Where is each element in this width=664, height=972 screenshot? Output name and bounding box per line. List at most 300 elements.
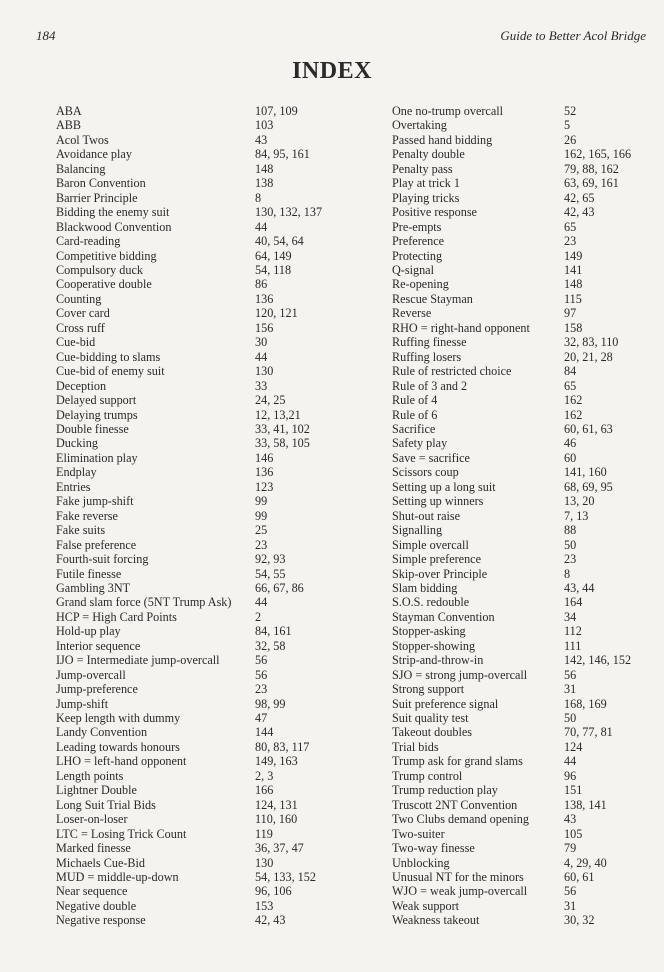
index-term: Stopper-asking: [392, 624, 466, 639]
index-entry: [392, 162, 647, 176]
index-pages: 13, 20: [564, 494, 595, 509]
index-pages: 162: [564, 407, 583, 422]
index-pages: 31: [564, 682, 577, 697]
index-term: Avoidance play: [56, 147, 132, 162]
index-entry: [56, 610, 386, 624]
index-entry: [56, 856, 386, 870]
index-entry: [392, 552, 647, 566]
index-pages: 168, 169: [564, 696, 607, 711]
index-pages: 2, 3: [255, 768, 274, 783]
index-entry: [392, 133, 647, 147]
index-pages: 136: [255, 465, 274, 480]
index-pages: 64, 149: [255, 248, 292, 263]
index-entry: [56, 653, 386, 667]
index-term: SJO = strong jump-overcall: [392, 667, 528, 682]
index-pages: 130, 132, 137: [255, 205, 323, 220]
index-pages: 24, 25: [255, 393, 286, 408]
index-pages: 111: [564, 638, 582, 653]
index-pages: 124, 131: [255, 797, 298, 812]
index-term: Penalty double: [392, 147, 465, 162]
index-term: Stayman Convention: [392, 609, 495, 624]
index-pages: 60, 61, 63: [564, 421, 613, 436]
index-term: Save = sacrifice: [392, 450, 470, 465]
index-pages: 138, 141: [564, 797, 607, 812]
index-pages: 99: [255, 508, 268, 523]
index-pages: 158: [564, 320, 583, 335]
index-term: Skip-over Principle: [392, 566, 488, 581]
index-entry: [56, 277, 386, 291]
index-term: Takeout doubles: [392, 725, 473, 740]
index-entry: [56, 595, 386, 609]
index-entry: [56, 538, 386, 552]
index-pages: 103: [255, 118, 274, 133]
index-pages: 110, 160: [255, 812, 298, 827]
index-pages: 148: [255, 161, 274, 176]
index-term: Weak support: [392, 898, 460, 913]
index-term: Length points: [56, 768, 124, 783]
index-pages: 138: [255, 176, 274, 191]
index-entry: [56, 465, 386, 479]
index-pages: 141, 160: [564, 465, 607, 480]
index-term: Keep length with dummy: [56, 711, 181, 726]
index-pages: 96, 106: [255, 884, 292, 899]
index-pages: 30, 32: [564, 913, 595, 928]
index-entry: [392, 249, 647, 263]
index-term: Two-suiter: [392, 826, 445, 841]
index-term: Lightner Double: [56, 783, 137, 798]
index-pages: 162, 165, 166: [564, 147, 632, 162]
index-entry: [392, 306, 647, 320]
index-term: Strong support: [392, 682, 465, 697]
index-term: Sacrifice: [392, 421, 436, 436]
index-term: HCP = High Card Points: [56, 609, 177, 624]
index-entry: [56, 509, 386, 523]
index-pages: 124: [564, 739, 583, 754]
index-entry: [392, 913, 647, 927]
index-entry: [392, 335, 647, 349]
index-entry: [392, 769, 647, 783]
index-entry: [56, 567, 386, 581]
index-entry: [392, 841, 647, 855]
index-pages: 46: [564, 436, 577, 451]
index-pages: 54, 133, 152: [255, 870, 316, 885]
index-pages: 112: [564, 624, 582, 639]
index-entry: [392, 147, 647, 161]
index-entry: [392, 697, 647, 711]
index-entry: [392, 581, 647, 595]
index-entry: [56, 552, 386, 566]
index-entry: [56, 162, 386, 176]
index-pages: 44: [564, 754, 577, 769]
index-entry: [392, 277, 647, 291]
index-pages: 52: [564, 104, 577, 118]
index-term: Michaels Cue-Bid: [56, 855, 146, 870]
index-entry: [392, 856, 647, 870]
index-term: Ducking: [56, 436, 98, 451]
index-pages: 96: [564, 768, 577, 783]
index-entry: [56, 725, 386, 739]
index-entry: [392, 798, 647, 812]
index-pages: 65: [564, 378, 577, 393]
index-entry: [392, 567, 647, 581]
index-pages: 31: [564, 898, 577, 913]
index-pages: 144: [255, 725, 274, 740]
index-entry: [56, 133, 386, 147]
index-term: Signalling: [392, 523, 443, 538]
index-term: Acol Twos: [56, 132, 109, 147]
index-term: Reverse: [392, 306, 432, 321]
index-term: MUD = middle-up-down: [56, 870, 179, 885]
index-pages: 130: [255, 364, 274, 379]
index-term: Cue-bidding to slams: [56, 349, 161, 364]
index-pages: 98, 99: [255, 696, 286, 711]
index-term: Suit preference signal: [392, 696, 499, 711]
index-term: Delaying trumps: [56, 407, 138, 422]
index-entry: [56, 668, 386, 682]
index-term: Rule of 4: [392, 393, 438, 408]
index-entry: [392, 725, 647, 739]
index-term: Playing tricks: [392, 190, 460, 205]
index-term: Fake jump-shift: [56, 494, 134, 509]
index-pages: 84, 161: [255, 624, 292, 639]
index-term: Setting up a long suit: [392, 479, 496, 494]
index-entry: [392, 624, 647, 638]
index-entry: [392, 899, 647, 913]
index-pages: 142, 146, 152: [564, 653, 632, 668]
index-entry: [392, 408, 647, 422]
index-entry: [56, 899, 386, 913]
index-entry: [56, 234, 386, 248]
index-pages: 44: [255, 595, 268, 610]
index-pages: 42, 43: [255, 913, 286, 928]
index-term: Shut-out raise: [392, 508, 461, 523]
index-term: Leading towards honours: [56, 739, 180, 754]
index-pages: 20, 21, 28: [564, 349, 613, 364]
index-term: Re-opening: [392, 277, 449, 292]
index-term: Passed hand bidding: [392, 132, 493, 147]
index-term: IJO = Intermediate jump-overcall: [56, 653, 220, 668]
index-pages: 26: [564, 132, 577, 147]
index-entry: [56, 827, 386, 841]
index-term: Deception: [56, 378, 107, 393]
index-entry: [56, 682, 386, 696]
index-term: WJO = weak jump-overcall: [392, 884, 528, 899]
index-term: Jump-overcall: [56, 667, 126, 682]
index-term: Trial bids: [392, 739, 439, 754]
index-entry: [392, 538, 647, 552]
index-pages: 56: [255, 667, 268, 682]
index-entry: [392, 379, 647, 393]
index-entry: [392, 754, 647, 768]
index-entry: [392, 436, 647, 450]
index-entry: [56, 422, 386, 436]
index-entry: [392, 812, 647, 826]
index-term: Play at trick 1: [392, 176, 461, 191]
index-pages: 86: [255, 277, 268, 292]
index-pages: 30: [255, 335, 268, 350]
index-entry: [392, 595, 647, 609]
index-term: Ruffing finesse: [392, 335, 467, 350]
index-pages: 2: [255, 609, 262, 624]
index-entry: [56, 711, 386, 725]
index-pages: 68, 69, 95: [564, 479, 613, 494]
index-term: Negative double: [56, 898, 137, 913]
index-term: Strip-and-throw-in: [392, 653, 484, 668]
index-entry: [392, 639, 647, 653]
index-term: Competitive bidding: [56, 248, 157, 263]
index-pages: 5: [564, 118, 571, 133]
index-pages: 54, 55: [255, 566, 286, 581]
index-entry: [392, 118, 647, 132]
index-term: Fake suits: [56, 523, 106, 538]
index-term: Positive response: [392, 205, 477, 220]
index-entry: [56, 335, 386, 349]
index-term: Jump-shift: [56, 696, 109, 711]
index-pages: 25: [255, 523, 268, 538]
index-term: False preference: [56, 537, 137, 552]
index-term: Counting: [56, 291, 102, 306]
index-term: Rule of 6: [392, 407, 438, 422]
index-pages: 136: [255, 291, 274, 306]
index-entry: [392, 870, 647, 884]
index-pages: 63, 69, 161: [564, 176, 619, 191]
index-term: Rule of 3 and 2: [392, 378, 468, 393]
index-term: Cover card: [56, 306, 110, 321]
index-term: Hold-up play: [56, 624, 121, 639]
index-term: Simple preference: [392, 552, 481, 567]
index-term: LHO = left-hand opponent: [56, 754, 187, 769]
index-entry: [392, 364, 647, 378]
index-entry: [56, 393, 386, 407]
index-entry: [392, 668, 647, 682]
index-pages: 54, 118: [255, 262, 292, 277]
index-term: Marked finesse: [56, 841, 131, 856]
index-entry: [56, 306, 386, 320]
index-pages: 44: [255, 219, 268, 234]
index-entry: [392, 292, 647, 306]
index-term: Endplay: [56, 465, 97, 480]
index-entry: [56, 841, 386, 855]
index-term: Ruffing losers: [392, 349, 462, 364]
index-pages: 149, 163: [255, 754, 298, 769]
index-term: Overtaking: [392, 118, 447, 133]
index-term: Bidding the enemy suit: [56, 205, 170, 220]
index-term: Grand slam force (5NT Trump Ask): [56, 595, 232, 610]
index-entry: [56, 494, 386, 508]
page-number: 184: [36, 28, 56, 43]
index-pages: 8: [564, 566, 571, 581]
index-pages: 99: [255, 494, 268, 509]
index-term: Long Suit Trial Bids: [56, 797, 156, 812]
index-entry: [392, 711, 647, 725]
index-term: Setting up winners: [392, 494, 484, 509]
index-term: Trump ask for grand slams: [392, 754, 523, 769]
index-entry: [56, 783, 386, 797]
index-pages: 146: [255, 450, 274, 465]
index-entry: [56, 697, 386, 711]
index-entry: [392, 465, 647, 479]
index-entry: [56, 205, 386, 219]
index-pages: 162: [564, 393, 583, 408]
index-entry: [56, 740, 386, 754]
index-term: Weakness takeout: [392, 913, 480, 928]
index-entry: [392, 884, 647, 898]
index-pages: 65: [564, 219, 577, 234]
index-pages: 156: [255, 320, 274, 335]
index-pages: 8: [255, 190, 262, 205]
index-pages: 33, 41, 102: [255, 421, 310, 436]
index-pages: 107, 109: [255, 104, 298, 118]
index-pages: 79: [564, 841, 577, 856]
index-pages: 130: [255, 855, 274, 870]
index-term: Delayed support: [56, 393, 137, 408]
index-entry: [392, 220, 647, 234]
index-term: Jump-preference: [56, 682, 138, 697]
index-term: Protecting: [392, 248, 443, 263]
index-term: Interior sequence: [56, 638, 141, 653]
index-entry: [56, 408, 386, 422]
index-pages: 32, 83, 110: [564, 335, 619, 350]
index-term: S.O.S. redouble: [392, 595, 470, 610]
index-term: Pre-empts: [392, 219, 442, 234]
index-pages: 42, 43: [564, 205, 595, 220]
index-term: Barrier Principle: [56, 190, 138, 205]
index-term: Compulsory duck: [56, 262, 144, 277]
page-title: INDEX: [292, 58, 372, 84]
index-entry: [56, 798, 386, 812]
index-pages: 34: [564, 609, 577, 624]
index-term: Unusual NT for the minors: [392, 870, 524, 885]
index-entry: [392, 783, 647, 797]
index-term: Card-reading: [56, 234, 121, 249]
index-term: Penalty pass: [392, 161, 453, 176]
index-term: ABA: [56, 104, 82, 118]
index-term: Elimination play: [56, 450, 138, 465]
index-term: Fake reverse: [56, 508, 118, 523]
index-column-right: [392, 104, 647, 928]
index-term: Entries: [56, 479, 91, 494]
index-pages: 56: [255, 653, 268, 668]
index-entry: [392, 191, 647, 205]
index-pages: 151: [564, 783, 583, 798]
index-term: Scissors coup: [392, 465, 459, 480]
index-entry: [392, 827, 647, 841]
index-term: LTC = Losing Trick Count: [56, 826, 187, 841]
index-entry: [392, 205, 647, 219]
index-entry: [392, 104, 647, 118]
index-term: Landy Convention: [56, 725, 148, 740]
index-pages: 23: [255, 537, 268, 552]
index-pages: 32, 58: [255, 638, 286, 653]
index-entry: [56, 191, 386, 205]
index-pages: 4, 29, 40: [564, 855, 607, 870]
index-entry: [56, 220, 386, 234]
index-entry: [392, 480, 647, 494]
index-pages: 50: [564, 711, 577, 726]
index-pages: 7, 13: [564, 508, 589, 523]
index-term: Q-signal: [392, 262, 434, 277]
index-pages: 115: [564, 291, 582, 306]
index-column-left: [56, 104, 386, 928]
index-entry: [56, 118, 386, 132]
index-pages: 84, 95, 161: [255, 147, 310, 162]
index-term: Stopper-showing: [392, 638, 476, 653]
index-term: Rescue Stayman: [392, 291, 473, 306]
index-term: Truscott 2NT Convention: [392, 797, 518, 812]
index-pages: 92, 93: [255, 552, 286, 567]
index-term: Gambling 3NT: [56, 580, 131, 595]
index-pages: 164: [564, 595, 583, 610]
index-entry: [56, 754, 386, 768]
index-pages: 149: [564, 248, 583, 263]
index-pages: 141: [564, 262, 583, 277]
index-pages: 23: [255, 682, 268, 697]
index-entry: [392, 509, 647, 523]
index-term: Cue-bid of enemy suit: [56, 364, 165, 379]
index-pages: 105: [564, 826, 583, 841]
index-entry: [392, 740, 647, 754]
index-entry: [392, 234, 647, 248]
index-entry: [392, 422, 647, 436]
index-pages: 148: [564, 277, 583, 292]
index-term: Futile finesse: [56, 566, 122, 581]
index-term: Trump reduction play: [392, 783, 498, 798]
index-pages: 120, 121: [255, 306, 298, 321]
index-entry: [56, 812, 386, 826]
index-term: Cue-bid: [56, 335, 96, 350]
index-term: Cross ruff: [56, 320, 105, 335]
index-entry: [56, 104, 386, 118]
index-entry: [56, 379, 386, 393]
index-term: Negative response: [56, 913, 146, 928]
index-pages: 12, 13,21: [255, 407, 301, 422]
index-term: ABB: [56, 118, 82, 133]
index-term: Fourth-suit forcing: [56, 552, 149, 567]
index-term: Unblocking: [392, 855, 450, 870]
index-term: Suit quality test: [392, 711, 469, 726]
index-entry: [392, 653, 647, 667]
index-entry: [56, 884, 386, 898]
index-pages: 33, 58, 105: [255, 436, 310, 451]
index-pages: 36, 37, 47: [255, 841, 304, 856]
index-entry: [392, 263, 647, 277]
index-term: Cooperative double: [56, 277, 152, 292]
index-pages: 60, 61: [564, 870, 595, 885]
index-term: Baron Convention: [56, 176, 146, 191]
index-entry: [56, 263, 386, 277]
index-term: Loser-on-loser: [56, 812, 128, 827]
index-term: Safety play: [392, 436, 448, 451]
index-entry: [392, 451, 647, 465]
index-pages: 153: [255, 898, 274, 913]
index-pages: 56: [564, 667, 577, 682]
running-head: Guide to Better Acol Bridge: [500, 28, 646, 43]
index-entry: [56, 249, 386, 263]
index-pages: 88: [564, 523, 577, 538]
index-pages: 23: [564, 552, 577, 567]
index-pages: 43, 44: [564, 580, 595, 595]
index-entry: [56, 364, 386, 378]
index-pages: 60: [564, 450, 577, 465]
index-term: Rule of restricted choice: [392, 364, 512, 379]
index-entry: [56, 321, 386, 335]
index-term: Trump control: [392, 768, 463, 783]
index-entry: [392, 350, 647, 364]
index-pages: 43: [564, 812, 577, 827]
index-term: Balancing: [56, 161, 106, 176]
index-pages: 80, 83, 117: [255, 739, 310, 754]
index-term: Double finesse: [56, 421, 129, 436]
